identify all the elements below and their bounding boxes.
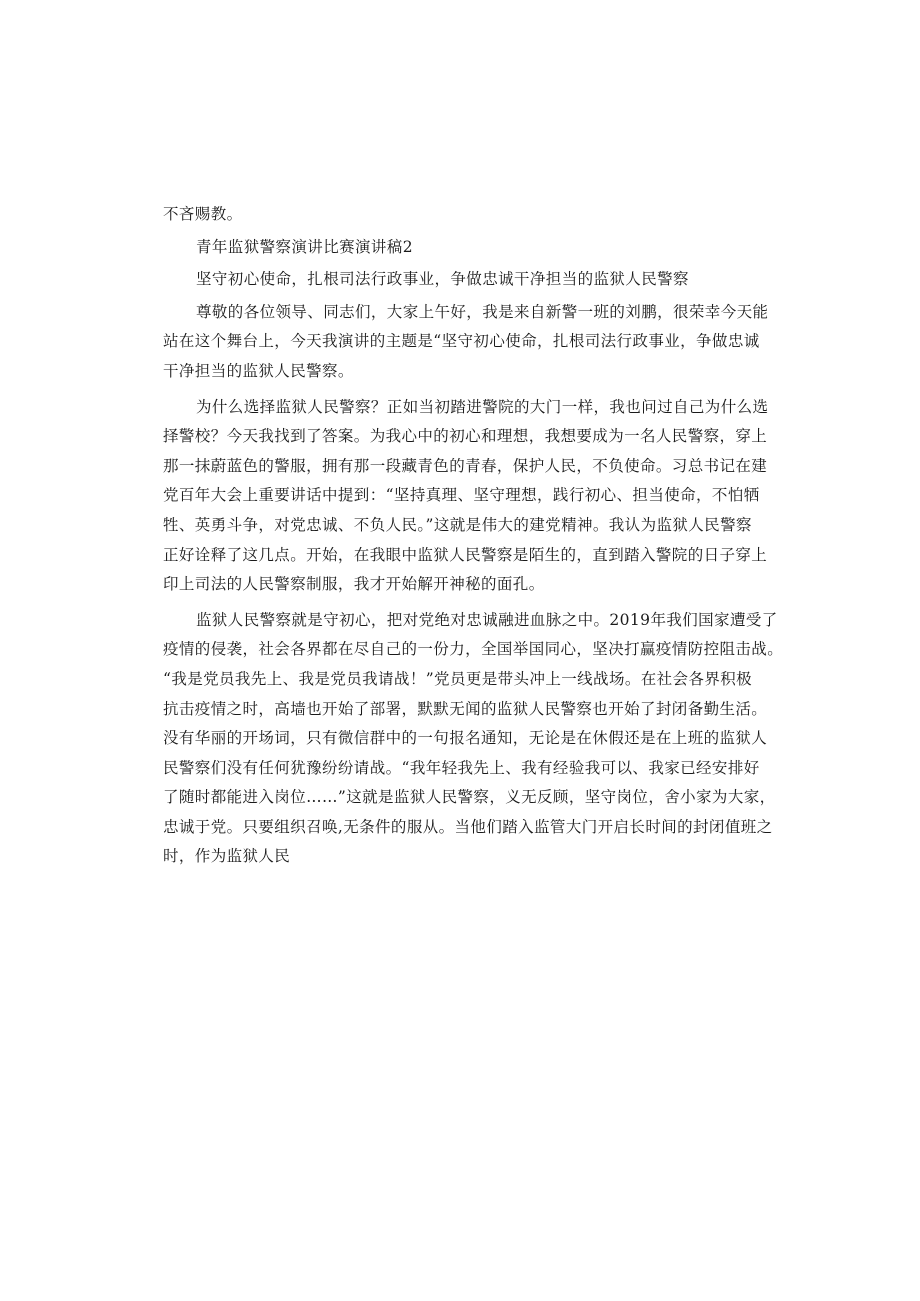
paragraph-2-line-4: 党百年大会上重要讲话中提到：“坚持真理、坚守理想，践行初心、担当使命，不怕牺 xyxy=(163,486,760,505)
paragraph-3-line-9: 时，作为监狱人民 xyxy=(163,847,291,866)
text-line-closing: 不吝赐教。 xyxy=(163,205,243,223)
paragraph-3-line-4: 抗击疫情之时，高墙也开始了部署，默默无闻的监狱人民警察也开始了封闭备勤生活。 xyxy=(163,699,768,718)
paragraph-3-line-5: 没有华丽的开场词，只有微信群中的一句报名通知，无论是在休假还是在上班的监狱人 xyxy=(163,729,768,748)
paragraph-2-line-1: 为什么选择监狱人民警察？正如当初踏进警院的大门一样，我也问过自己为什么选 xyxy=(196,397,769,416)
paragraph-2-line-3: 那一抹蔚蓝色的警服，拥有那一段藏青色的青春，保护人民，不负使命。习总书记在建 xyxy=(163,456,768,475)
paragraph-1-line-1: 尊敬的各位领导、同志们，大家上午好，我是来自新警一班的刘鹏，很荣幸今天能 xyxy=(196,302,769,321)
speech-title: 坚守初心使命，扎根司法行政事业，争做忠诚干净担当的监狱人民警察 xyxy=(196,270,689,289)
document-body xyxy=(163,200,784,872)
paragraph-2-line-7: 印上司法的人民警察制服，我才开始解开神秘的面孔。 xyxy=(163,575,545,594)
paragraph-3-line-7: 了随时都能进入岗位……”这就是监狱人民警察，义无反顾，坚守岗位，舍小家为大家， xyxy=(163,788,776,807)
speech-heading: 青年监狱警察演讲比赛演讲稿2 xyxy=(196,237,413,256)
paragraph-3-line-6: 民警察们没有任何犹豫纷纷请战。“我年轻我先上、我有经验我可以、我家已经安排好 xyxy=(163,758,760,777)
paragraph-3-line-3: “我是党员我先上、我是党员我请战！”党员更是带头冲上一线战场。在社会各界积极 xyxy=(163,669,753,688)
paragraph-3-line-8: 忠诚于党。只要组织召唤,无条件的服从。当他们踏入监管大门开启长时间的封闭值班之 xyxy=(163,817,773,836)
paragraph-3-line-1: 监狱人民警察就是守初心，把对党绝对忠诚融进血脉之中。2019年我们国家遭受了 xyxy=(196,610,778,629)
paragraph-1-line-2: 站在这个舞台上，今天我演讲的主题是“坚守初心使命，扎根司法行政事业，争做忠诚 xyxy=(163,332,760,351)
paragraph-2-line-5: 牲、英勇斗争，对党忠诚、不负人民。”这就是伟大的建党精神。我认为监狱人民警察 xyxy=(163,515,752,534)
paragraph-1-line-3: 干净担当的监狱人民警察。 xyxy=(163,361,354,380)
paragraph-2-line-6: 正好诠释了这几点。开始，在我眼中监狱人民警察是陌生的，直到踏入警院的日子穿上 xyxy=(163,545,768,564)
paragraph-3-line-2: 疫情的侵袭，社会各界都在尽自己的一份力，全国举国同心，坚决打赢疫情防控阻击战。 xyxy=(163,640,784,659)
paragraph-2-line-2: 择警校？今天我找到了答案。为我心中的初心和理想，我想要成为一名人民警察，穿上 xyxy=(163,427,768,446)
